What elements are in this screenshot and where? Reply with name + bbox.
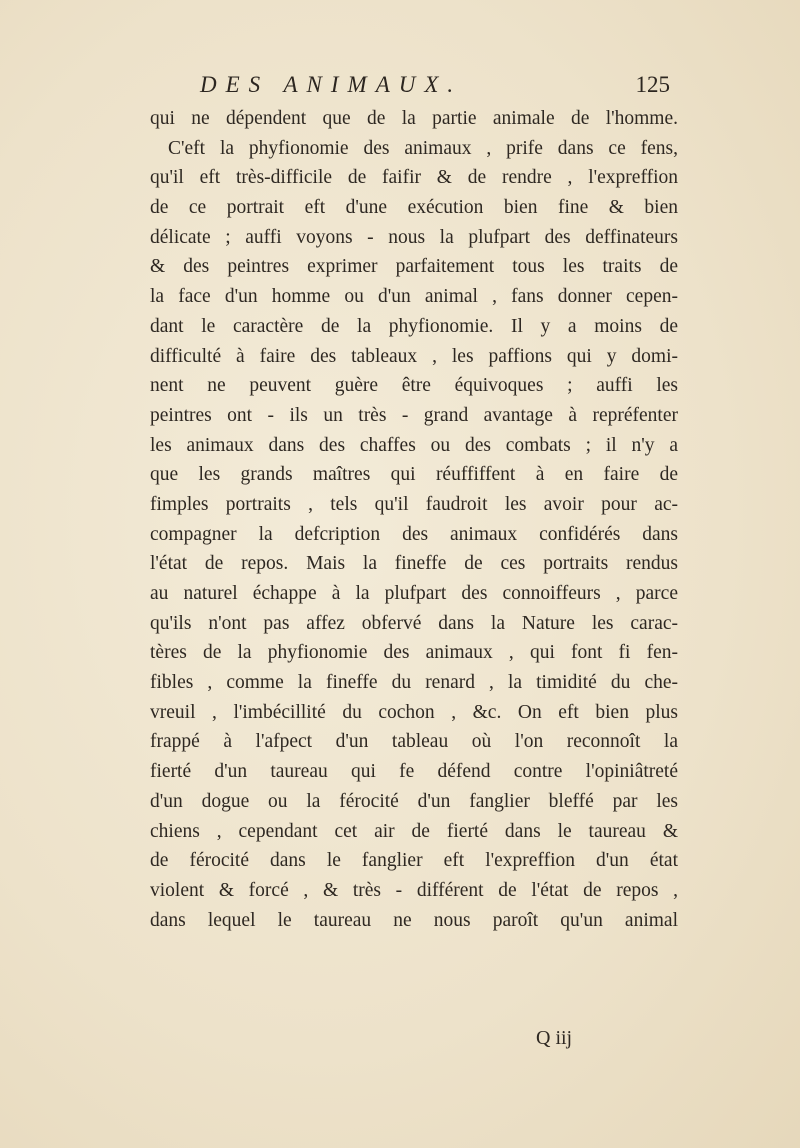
text-line: d'un dogue ou la férocité d'un fanglier bleffé par les bbox=[150, 790, 678, 812]
text-line: peintres ont - ils un très - grand avantage à repréfenter bbox=[150, 404, 678, 426]
text-line: vreuil , l'imbécillité du cochon , &c. On eft bien plus bbox=[150, 701, 678, 723]
text-line: frappé à l'afpect d'un tableau où l'on reconnoît la bbox=[150, 731, 678, 753]
text-line: chiens , cependant cet air de fierté dans le taureau & bbox=[150, 820, 678, 842]
text-line: qu'il eft très-difficile de faifir & de rendre , l'expreffion bbox=[150, 167, 678, 189]
text-line: C'eft la phyfionomie des animaux , prife dans ce fens, bbox=[168, 137, 678, 159]
text-line: de férocité dans le fanglier eft l'expreffion d'un état bbox=[150, 850, 678, 872]
text-line: au naturel échappe à la plufpart des connoiffeurs , parce bbox=[150, 583, 678, 604]
text-line: les animaux dans des chaffes ou des combats ; il n'y a bbox=[150, 434, 678, 456]
text-line: que les grands maîtres qui réuffiffent à en faire de bbox=[150, 464, 678, 486]
signature-mark: Q iij bbox=[536, 1027, 573, 1049]
text-line: tères de la phyfionomie des animaux , qui font fi fen- bbox=[150, 642, 678, 664]
text-line: & des peintres exprimer parfaitement tous les traits de bbox=[150, 256, 678, 278]
text-line: fimples portraits , tels qu'il faudroit les avoir pour ac- bbox=[150, 493, 678, 515]
text-line: de ce portrait eft d'une exécution bien fine & bien bbox=[150, 197, 678, 219]
text-line: compagner la defcription des animaux confidérés dans bbox=[150, 523, 678, 545]
text-line: fierté d'un taureau qui fe défend contre l'opiniâtreté bbox=[150, 761, 678, 783]
text-line: nent ne peuvent guère être équivoques ; auffi les bbox=[150, 375, 678, 397]
page-header bbox=[200, 72, 670, 102]
text-line: la face d'un homme ou d'un animal , fans donner cepen- bbox=[150, 286, 678, 308]
page-number: 125 bbox=[635, 72, 670, 97]
running-title: DES ANIMAUX. bbox=[200, 72, 463, 97]
text-line: difficulté à faire des tableaux , les paffions qui y domi- bbox=[150, 345, 678, 367]
text-line: dant le caractère de la phyfionomie. Il y a moins de bbox=[150, 315, 678, 337]
body-text bbox=[150, 104, 678, 935]
text-line: qu'ils n'ont pas affez obfervé dans la Nature les carac- bbox=[150, 612, 678, 634]
text-line: dans lequel le taureau ne nous paroît qu'un animal bbox=[150, 909, 678, 931]
text-line: l'état de repos. Mais la fineffe de ces portraits rendus bbox=[150, 553, 678, 575]
text-line: qui ne dépendent que de la partie animale de l'homme. bbox=[150, 108, 678, 129]
text-line: fibles , comme la fineffe du renard , la timidité du che- bbox=[150, 672, 678, 694]
text-line: délicate ; auffi voyons - nous la plufpart des deffinateurs bbox=[150, 226, 678, 248]
text-line: violent & forcé , & très - différent de l'état de repos , bbox=[150, 879, 678, 901]
